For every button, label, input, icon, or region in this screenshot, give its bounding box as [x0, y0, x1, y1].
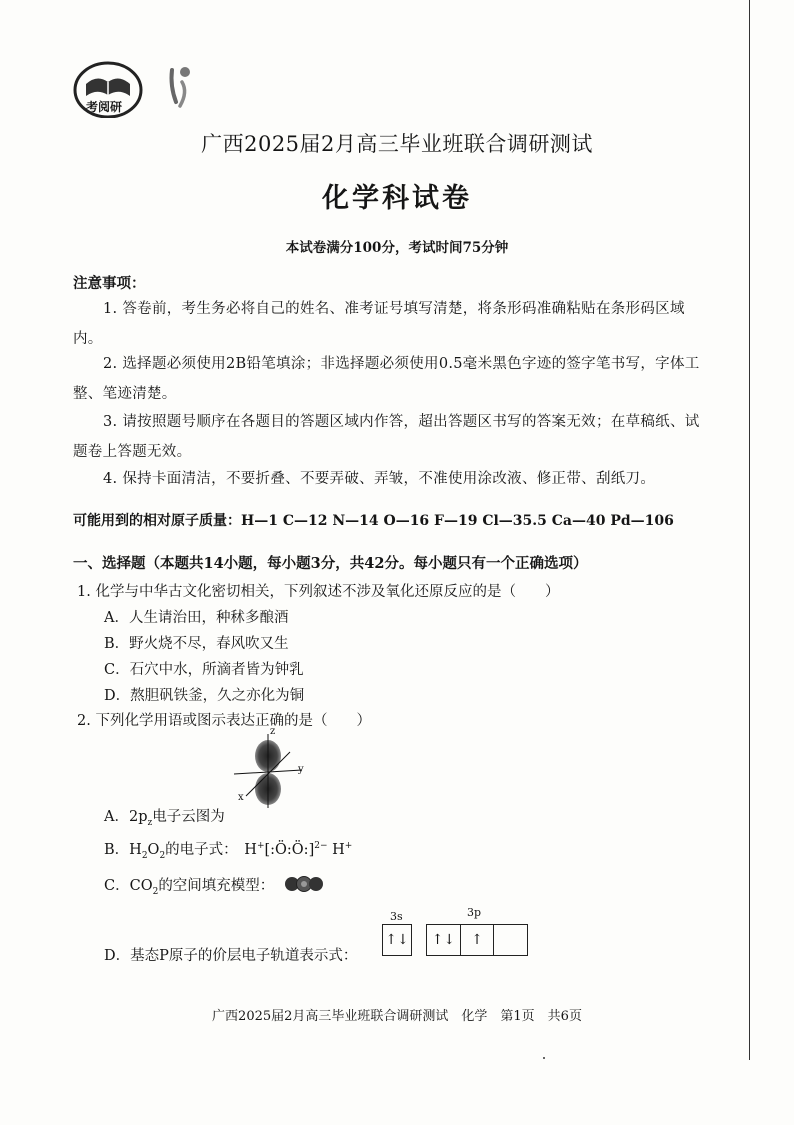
orbital-3s-label: 3s [390, 910, 403, 923]
notice-item: 4. 保持卡面清洁，不要折叠、不要弄破、弄皱，不准使用涂改液、修正带、刮纸刀。 [103, 471, 656, 487]
exam-title: 广西2025届2月高三毕业班联合调研测试 [201, 132, 593, 156]
question-2-option-b: B．$H_2O_2$的电子式： H+[:Ö:Ö:]$^{2-}$ H+ [104, 841, 353, 861]
question-1-option-c: C．石穴中水，所滴者皆为钟乳 [104, 662, 304, 678]
question-1-stem: 1. 化学与中华古文化密切相关，下列叙述不涉及氧化还原反应的是（ ） [77, 584, 560, 600]
axis-x-label: x [238, 792, 244, 803]
notice-item: 2. 选择题必须使用2B铅笔填涂；非选择题必须使用0.5毫米黑色字迹的签字笔书写，字体工整、笔迹清楚。 [73, 356, 700, 402]
orbital-boxes-3p [426, 924, 528, 956]
publisher-logo [72, 60, 144, 118]
question-1-option-a: A．人生请治田，种秫多酿酒 [104, 610, 289, 626]
subject-title: 化学科试卷 [322, 183, 472, 214]
page-footer: 广西2025届2月高三毕业班联合调研测试 化学 第1页 共6页 [212, 1009, 582, 1024]
question-2-option-a: A．$2p_z$电子云图为 [104, 809, 225, 828]
orbital-box-3s: ↑↓ [382, 924, 412, 956]
notice-item: 1. 答卷前，考生务必将自己的姓名、准考证号填写清楚，将条形码准确粘贴在条形码区域内。 [73, 301, 685, 347]
exam-info: 本试卷满分100分，考试时间75分钟 [285, 240, 509, 256]
brand-mark-icon [154, 62, 204, 112]
question-1-option-d: D．熬胆矾铁釜，久之亦化为铜 [104, 688, 305, 704]
notice-item: 3. 请按照题号顺序在各题目的答题区域内作答，超出答题区书写的答案无效；在草稿纸、试题卷上答题无效。 [73, 414, 700, 460]
notice-heading: 注意事项： [73, 275, 146, 292]
logo-text: 考阅研 [86, 100, 123, 114]
scan-speck [543, 1057, 545, 1059]
axis-y-label: y [298, 764, 304, 775]
orbital-box-3p-2: ↑ [461, 925, 495, 955]
orbital-box-3p-1: ↑↓ [427, 925, 461, 955]
electron-formula: H+[:Ö:Ö:]$^{2-}$ H+ [244, 841, 353, 858]
electron-cloud-diagram [226, 726, 316, 810]
co2-space-filling-model [284, 875, 324, 893]
page-edge-line [749, 0, 750, 1060]
axis-z-label: z [270, 726, 276, 737]
question-2-stem: 2. 下列化学用语或图示表达正确的是（ ） [77, 713, 371, 729]
question-2-option-c: C．$CO_2$的空间填充模型： [104, 878, 275, 897]
section-heading: 一、选择题（本题共14小题，每小题3分，共42分。每小题只有一个正确选项） [73, 555, 588, 572]
question-1-option-b: B．野火烧不尽，春风吹又生 [104, 636, 289, 652]
question-2-option-d: D．基态P原子的价层电子轨道表示式： [104, 948, 358, 964]
atomic-masses: 可能用到的相对原子质量：H—1 C—12 N—14 O—16 F—19 Cl—35.5 Ca—40 Pd—106 [73, 513, 674, 529]
orbital-3p-label: 3p [467, 906, 482, 919]
orbital-box-3p-3 [494, 925, 527, 955]
